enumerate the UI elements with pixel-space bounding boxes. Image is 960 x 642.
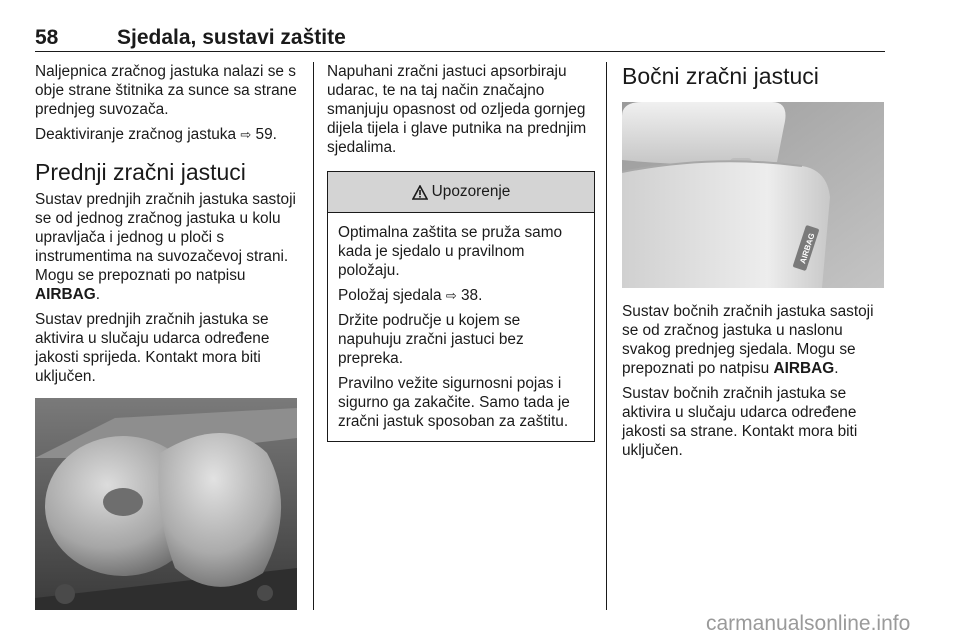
column-right (622, 62, 890, 466)
paragraph-text: Sustav bočnih zračnih jastuka sastoji se od zračnog jastuka u naslonu svakog prednjeg sjedala. Mogu se prepoznati po natpisu (622, 303, 874, 377)
paragraph: Sustav bočnih zračnih jastuka se aktivira u slučaju udarca određene jakosti sa strane. Kontakt mora biti uključen. (622, 385, 858, 459)
airbag-label: AIRBAG (35, 286, 96, 303)
warning-paragraph: Optimalna zaštita se pruža samo kada je sjedalo u pravilnom položaju. (338, 224, 563, 279)
page-ref-link[interactable]: 38. (461, 287, 483, 304)
page-number: 58 (35, 26, 59, 49)
heading-side-airbags: Bočni zračni jastuci (622, 63, 819, 89)
column-divider (606, 62, 607, 610)
airbag-label: AIRBAG (773, 360, 835, 377)
paragraph: Sustav prednjih zračnih jastuka se aktivira u slučaju udarca određene jakosti sprijeda. Kontakt mora biti uključen. (35, 311, 270, 385)
heading-front-airbags: Prednji zračni jastuci (35, 159, 246, 185)
front-airbags-image (35, 398, 297, 610)
paragraph: Naljepnica zračnog jastuka nalazi se s obje strane štitnika za sunce sa strane prednjeg suvozača. (35, 63, 297, 118)
paragraph: Sustav bočnih zračnih jastuka sastoji se od zračnog jastuka u naslonu svakog prednjeg sjedala. Mogu se prepoznati po natpisu AIRBAG. (622, 303, 874, 377)
watermark: carmanualsonline.info (706, 612, 911, 635)
section-title: Sjedala, sustavi zaštite (117, 26, 346, 49)
paragraph: Sustav prednjih zračnih jastuka sastoji se od jednog zračnog jastuka u kolu upravljača i jednog u ploči s instrumentima na suvozačevoj strani. Mogu se prepoznati po natpisu AIRBAG. (35, 191, 296, 303)
paragraph: Napuhani zračni jastuci apsorbiraju udarac, te na taj način značajno smanjuju opasnost od ozljeda gornjeg dijela tijela i glave putnika na prednjim sjedalima. (327, 63, 587, 156)
warning-paragraph (338, 286, 584, 305)
column-divider (313, 62, 314, 610)
page-ref-arrow-icon: ⇨ (240, 127, 252, 142)
column-left (35, 62, 303, 610)
warning-body (328, 213, 594, 441)
page-ref-arrow-icon: ⇨ (445, 288, 457, 303)
column-middle (327, 62, 595, 442)
header-divider (35, 51, 885, 52)
warning-box (327, 171, 595, 442)
paragraph-text: Položaj sjedala (338, 287, 442, 304)
warning-paragraph: Držite područje u kojem se napuhuju zračni jastuci bez prepreka. (338, 312, 524, 367)
paragraph-text: Sustav prednjih zračnih jastuka sastoji se od jednog zračnog jastuka u kolu upravljača i jednog u ploči s instrumentima na suvozačevoj strani. Mogu se prepoznati po natpisu (35, 191, 296, 284)
page-ref-link[interactable]: 59. (255, 126, 277, 143)
paragraph (35, 125, 303, 144)
warning-paragraph: Pravilno vežite sigurnosni pojas i sigurno ga zakačite. Samo tada je zračni jastuk sposoban za zaštitu. (338, 375, 570, 430)
warning-header (328, 172, 594, 213)
seat-airbag-tag: AIRBAG (798, 232, 817, 265)
paragraph-text: Deaktiviranje zračnog jastuka (35, 126, 237, 143)
warning-title: Upozorenje (431, 183, 511, 200)
warning-triangle-icon (412, 185, 428, 200)
page-header (35, 22, 885, 52)
side-airbag-seat-image (622, 102, 884, 288)
